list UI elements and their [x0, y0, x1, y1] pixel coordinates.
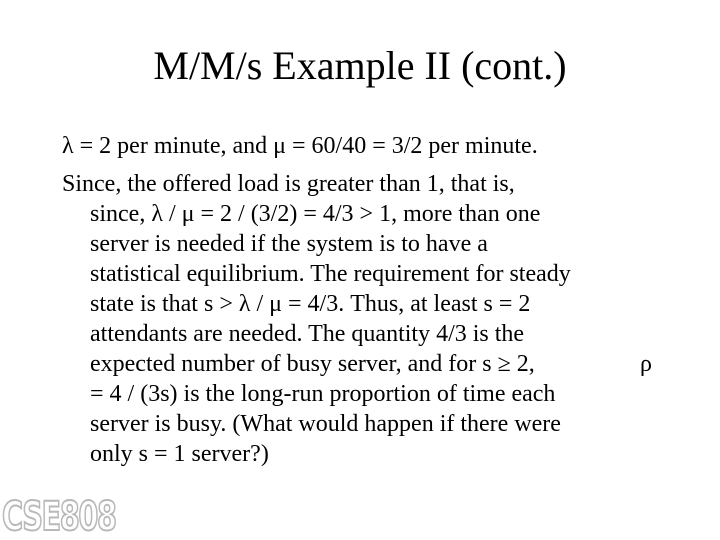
text-line-5: statistical equilibrium. The requirement for steady	[90, 261, 571, 287]
text-line-2: Since, the offered load is greater than 1, that is,	[62, 171, 515, 197]
text-line-1: λ = 2 per minute, and μ = 60/40 = 3/2 per minute.	[62, 133, 538, 159]
course-logo: CSE808	[2, 494, 116, 540]
text-line-8: expected number of busy server, and for s ≥ 2,	[90, 351, 535, 377]
text-line-6: state is that s > λ / μ = 4/3. Thus, at least s = 2	[90, 291, 531, 317]
text-line-7: attendants are needed. The quantity 4/3 is the	[90, 321, 525, 347]
text-line-11: only s = 1 server?)	[90, 441, 269, 467]
text-line-10: server is busy. (What would happen if there were	[90, 411, 561, 437]
text-line-3: since, λ / μ = 2 / (3/2) = 4/3 > 1, more than one	[90, 201, 541, 227]
rho-symbol: ρ	[640, 351, 652, 377]
text-line-9: = 4 / (3s) is the long-run proportion of time each	[90, 381, 556, 407]
slide-title: M/M/s Example II (cont.)	[153, 43, 567, 88]
text-line-4: server is needed if the system is to have a	[90, 231, 488, 257]
